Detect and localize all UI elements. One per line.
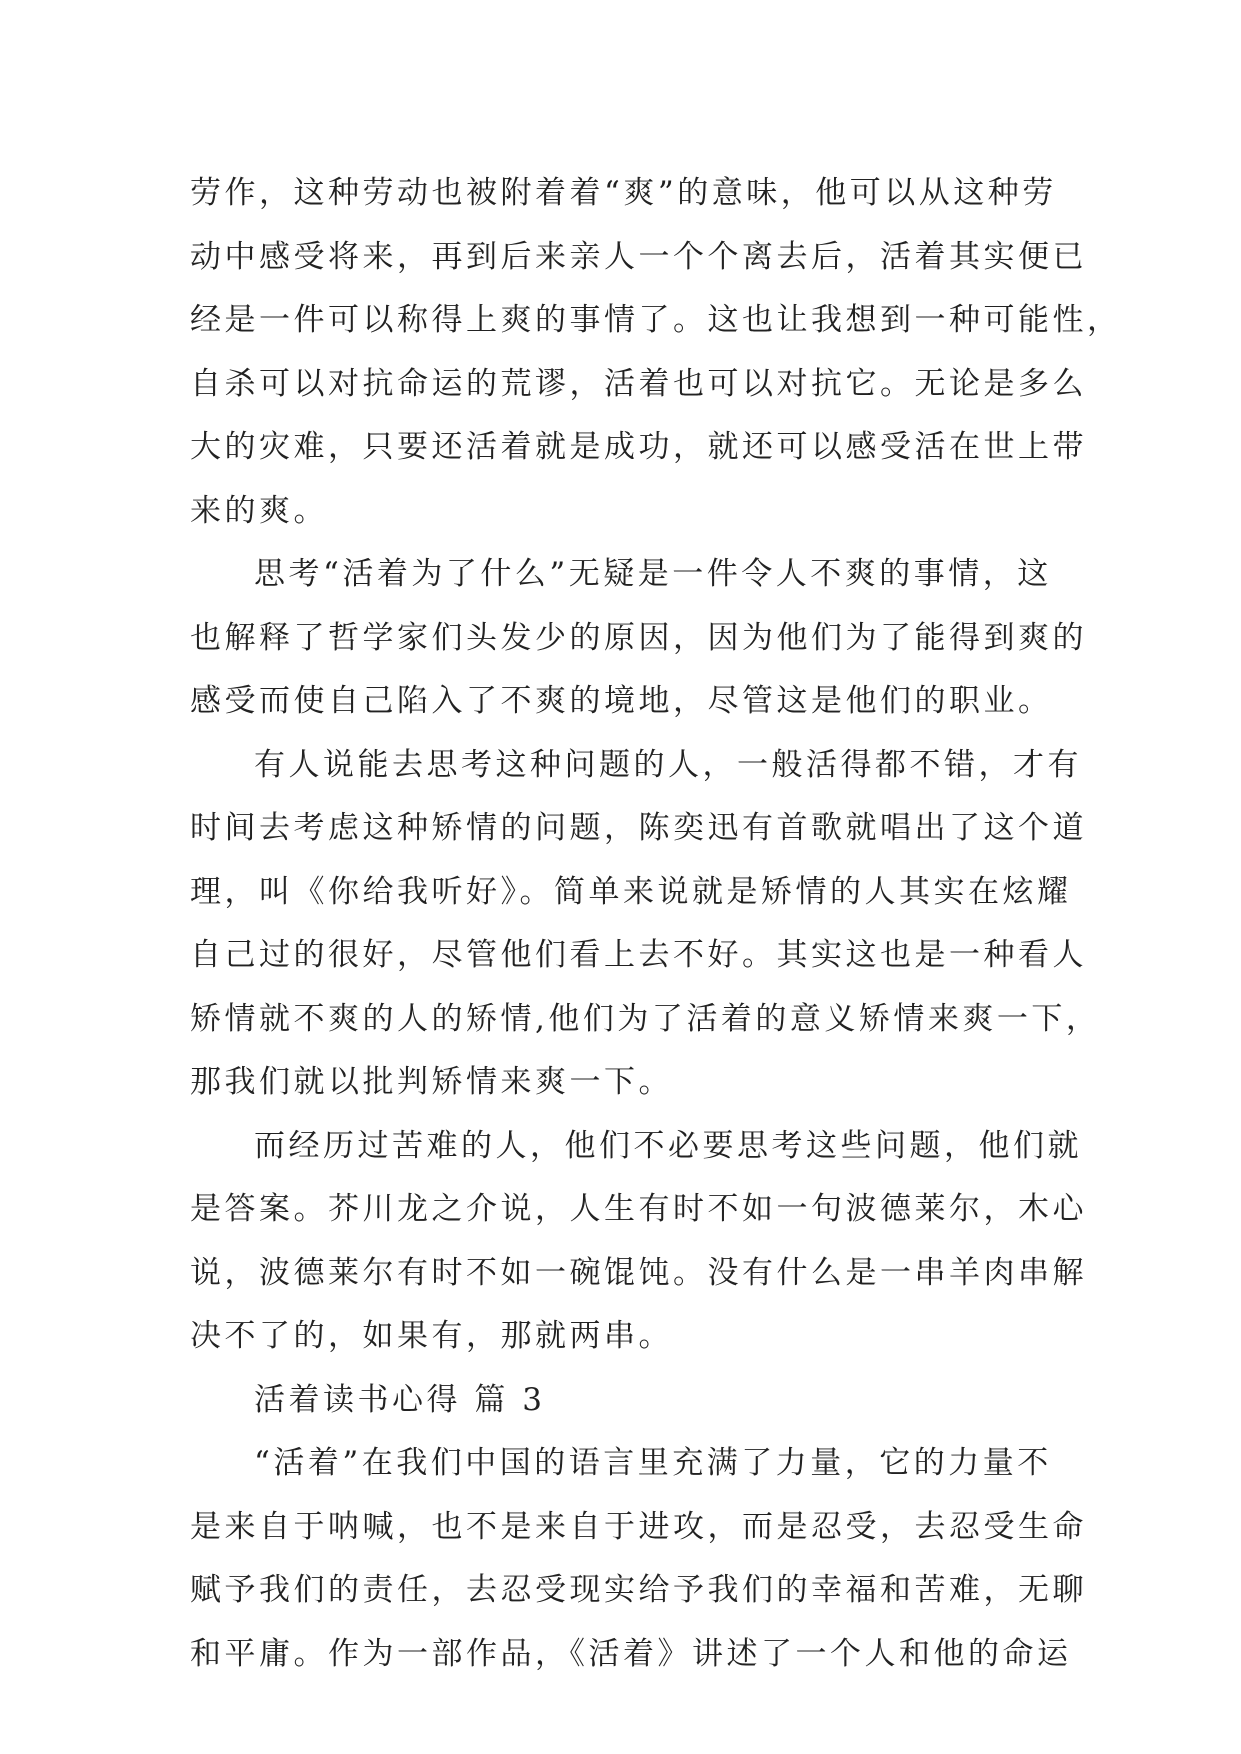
text-line: 说，波德莱尔有时不如一碗馄饨。没有什么是一串羊肉串解 — [190, 1254, 1087, 1291]
text-line: 是答案。芥川龙之介说，人生有时不如一句波德莱尔，木心 — [190, 1191, 1087, 1227]
text-line: 自杀可以对抗命运的荒谬，活着也可以对抗它。无论是多么 — [190, 365, 1087, 402]
text-line: 来的爽。 — [190, 492, 328, 529]
text-line: 感受而使自己陷入了不爽的境地，尽管这是他们的职业。 — [190, 683, 1053, 719]
paragraph-first-line: 而经历过苦难的人，他们不必要思考这些问题，他们就 — [254, 1127, 1082, 1164]
text-line: 动中感受将来，再到后来亲人一个个离去后，活着其实便已 — [190, 238, 1087, 275]
text-line: 和平庸。作为一部作品，《活着》讲述了一个人和他的命运 — [190, 1635, 1072, 1672]
text-line: 劳作，这种劳动也被附着着“爽”的意味，他可以从这种劳 — [190, 175, 1057, 211]
text-line: 大的灾难，只要还活着就是成功，就还可以感受活在世上带 — [190, 429, 1087, 465]
paragraph-first-line: 有人说能去思考这种问题的人，一般活得都不错，才有 — [254, 746, 1082, 783]
text-line: 时间去考虑这种矫情的问题，陈奕迅有首歌就唱出了这个道 — [190, 810, 1087, 846]
text-line: 自己过的很好，尽管他们看上去不好。其实这也是一种看人 — [190, 937, 1087, 973]
text-line: 矫情就不爽的人的矫情,他们为了活着的意义矫情来爽一下， — [190, 1000, 1101, 1037]
paragraph-first-line: “活着”在我们中国的语言里充满了力量，它的力量不 — [254, 1445, 1052, 1481]
text-line: 经是一件可以称得上爽的事情了。这也让我想到一种可能性， — [190, 302, 1122, 338]
text-line: 决不了的，如果有，那就两串。 — [190, 1318, 673, 1354]
document-body — [190, 162, 1122, 1686]
paragraph-first-line: 思考“活着为了什么”无疑是一件令人不爽的事情，这 — [254, 556, 1052, 592]
text-line: 那我们就以批判矫情来爽一下。 — [190, 1064, 673, 1100]
section-heading: 活着读书心得 篇 3 — [254, 1381, 546, 1418]
text-line: 也解释了哲学家们头发少的原因，因为他们为了能得到爽的 — [190, 619, 1087, 656]
text-line: 赋予我们的责任，去忍受现实给予我们的幸福和苦难，无聊 — [190, 1572, 1087, 1608]
text-line: 理，叫《你给我听好》。简单来说就是矫情的人其实在炫耀 — [190, 873, 1072, 910]
text-line: 是来自于呐喊，也不是来自于进攻，而是忍受，去忍受生命 — [190, 1508, 1087, 1545]
